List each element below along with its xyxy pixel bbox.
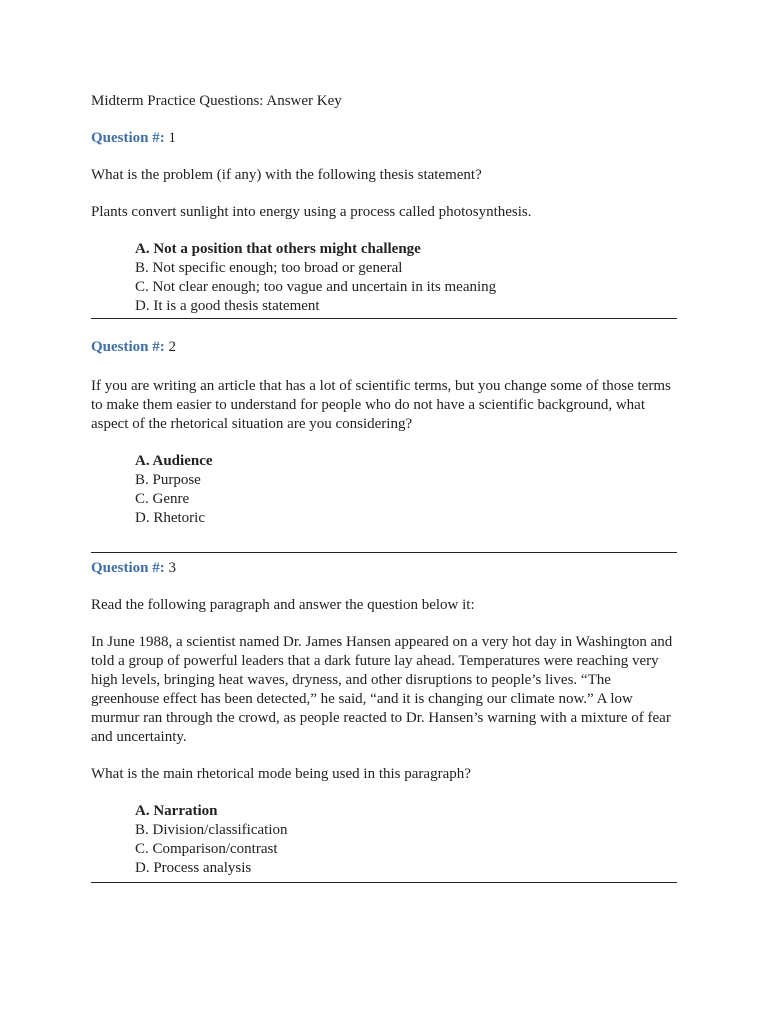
- divider-line: [91, 882, 677, 883]
- question-header: [91, 129, 677, 148]
- question-prompt: What is the problem (if any) with the following thesis statement?: [91, 167, 482, 183]
- answer-option: B. Purpose: [135, 472, 201, 488]
- question-label: Question #:: [91, 560, 165, 576]
- answer-option: D. Process analysis: [135, 860, 252, 876]
- answer-option: D. It is a good thesis statement: [135, 298, 320, 314]
- question-number: 2: [168, 339, 177, 355]
- question-prompt: If you are writing an article that has a lot of scientific terms, but you change some of those terms to make them easier to understand for people who do not have a scientific background, what aspect of the rhetorical situation are you considering?: [91, 378, 671, 432]
- question-3: [91, 559, 677, 883]
- answer-option-correct: A. Not a position that others might challenge: [135, 241, 421, 257]
- answer-option-correct: A. Narration: [135, 803, 218, 819]
- answer-option-correct: A. Audience: [135, 453, 213, 469]
- question-number: 1: [168, 130, 177, 146]
- answer-option: C. Comparison/contrast: [135, 841, 278, 857]
- question-header: [91, 338, 677, 357]
- question-2: [91, 338, 677, 553]
- document-page: [91, 92, 677, 883]
- question-intro: Read the following paragraph and answer the question below it:: [91, 597, 475, 613]
- answer-option: D. Rhetoric: [135, 510, 205, 526]
- question-label: Question #:: [91, 339, 165, 355]
- divider-line: [91, 318, 677, 319]
- question-prompt: What is the main rhetorical mode being used in this paragraph?: [91, 766, 471, 782]
- divider-line: [91, 552, 677, 553]
- question-number: 3: [168, 560, 177, 576]
- answer-options: [91, 452, 677, 528]
- question-header: [91, 559, 677, 578]
- answer-options: [91, 802, 677, 878]
- answer-option: C. Not clear enough; too vague and uncertain in its meaning: [135, 279, 497, 295]
- thesis-statement: Plants convert sunlight into energy using a process called photosynthesis.: [91, 204, 532, 220]
- document-title: Midterm Practice Questions: Answer Key: [91, 93, 342, 109]
- answer-option: B. Division/classification: [135, 822, 288, 838]
- answer-options: [91, 240, 677, 316]
- question-1: [91, 129, 677, 319]
- reading-passage: In June 1988, a scientist named Dr. James Hansen appeared on a very hot day in Washington and told a group of powerful leaders that a dark future lay ahead. Temperatures were reaching very high levels, bringing heat waves, dryness, and other disruptions to people’s lives. “The greenhouse effect has been detected,” he said, “and it is changing our climate now.” A low murmur ran through the crowd, as people reacted to Dr. Hansen’s warning with a mixture of fear and uncertainty.: [91, 634, 673, 745]
- answer-option: B. Not specific enough; too broad or general: [135, 260, 403, 276]
- answer-option: C. Genre: [135, 491, 190, 507]
- question-label: Question #:: [91, 130, 165, 146]
